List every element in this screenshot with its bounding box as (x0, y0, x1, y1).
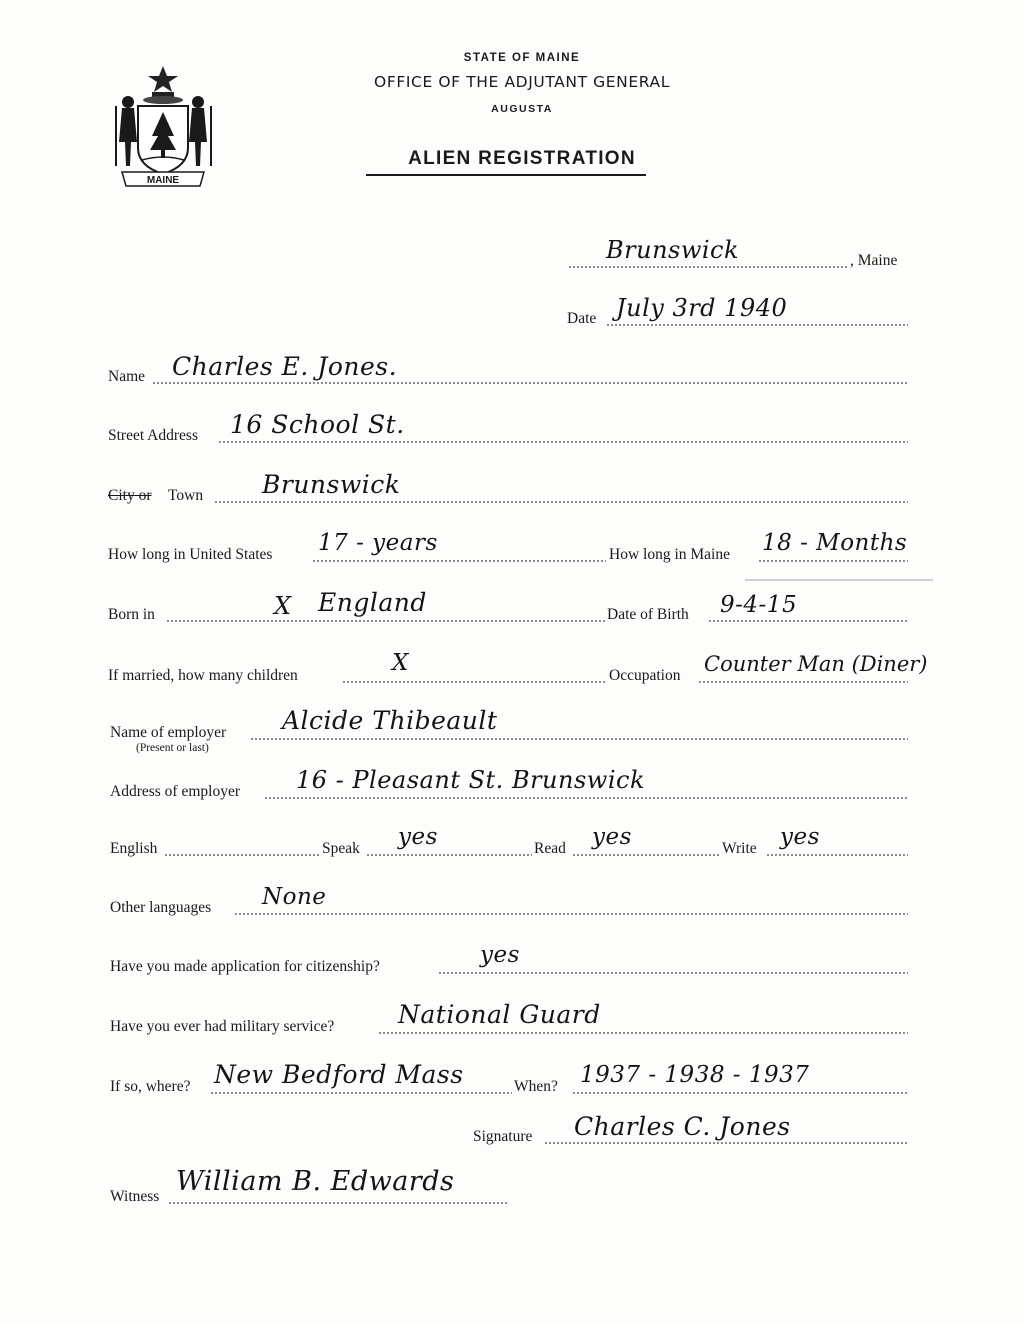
witness-value: William B. Edwards (176, 1166, 455, 1197)
married-dots (342, 681, 606, 683)
how-long-us-label: How long in United States (108, 546, 273, 563)
born-in-label: Born in (108, 606, 155, 623)
speak-label: Speak (322, 840, 360, 857)
where-label: If so, where? (110, 1078, 191, 1095)
where-value: New Bedford Mass (214, 1060, 464, 1089)
witness-dots (168, 1202, 508, 1204)
other-lang-value: None (262, 884, 327, 910)
signature-label: Signature (473, 1128, 533, 1145)
name-label: Name (108, 368, 146, 385)
married-label: If married, how many children (108, 667, 298, 684)
seal-label: MAINE (146, 175, 180, 186)
maine-label: , Maine (850, 252, 898, 269)
how-long-us-dots (312, 560, 606, 562)
citizenship-label: Have you made application for citizenship? (110, 958, 380, 975)
citizenship-dots (438, 972, 908, 974)
how-long-me-dots (758, 560, 908, 562)
employer-addr-label: Address of employer (110, 783, 240, 800)
city-heading: AUGUSTA (491, 103, 553, 115)
write-value: yes (780, 824, 820, 850)
citizenship-value: yes (480, 942, 520, 968)
dob-label: Date of Birth (607, 606, 689, 623)
when-label: When? (514, 1078, 558, 1095)
english-dots (164, 854, 320, 856)
form-title: ALIEN REGISTRATION (408, 148, 636, 169)
how-long-me-label: How long in Maine (609, 546, 730, 563)
read-label: Read (534, 840, 566, 857)
other-lang-dots (234, 913, 908, 915)
office-heading: OFFICE OF THE ADJUTANT GENERAL (374, 73, 670, 91)
town-label: Town (168, 487, 204, 504)
employer-note: (Present or last) (136, 742, 209, 754)
town-header-dots (568, 266, 848, 268)
street-dots (218, 441, 908, 443)
witness-label: Witness (110, 1188, 160, 1205)
date-label: Date (567, 310, 597, 327)
name-value: Charles E. Jones. (172, 352, 398, 381)
town-dots (214, 501, 908, 503)
occupation-value: Counter Man (Diner) (704, 652, 928, 676)
street-label: Street Address (108, 427, 198, 444)
write-label: Write (722, 840, 757, 857)
write-dots (766, 854, 908, 856)
english-label: English (110, 840, 158, 857)
employer-value: Alcide Thibeault (282, 706, 498, 735)
speak-value: yes (398, 824, 438, 850)
when-value: 1937 - 1938 - 1937 (580, 1062, 810, 1088)
signature-dots (544, 1142, 908, 1144)
read-value: yes (592, 824, 632, 850)
how-long-me-value: 18 - Months (762, 530, 908, 556)
dob-dots (708, 620, 908, 622)
speak-dots (366, 854, 532, 856)
employer-addr-dots (264, 797, 908, 799)
children-value: X (392, 650, 409, 676)
born-in-dots (166, 620, 606, 622)
employer-addr-value: 16 - Pleasant St. Brunswick (296, 766, 645, 794)
read-dots (572, 854, 720, 856)
where-dots (210, 1092, 512, 1094)
title-underline (366, 174, 646, 176)
born-in-mark: X (274, 592, 292, 620)
date-value: July 3rd 1940 (616, 294, 788, 322)
other-lang-label: Other languages (110, 899, 212, 916)
occupation-label: Occupation (609, 667, 681, 684)
signature-value: Charles C. Jones (574, 1112, 791, 1141)
state-heading: STATE OF MAINE (463, 52, 581, 64)
military-value: National Guard (398, 1000, 601, 1029)
name-dots (152, 382, 908, 384)
military-label: Have you ever had military service? (110, 1018, 335, 1035)
born-in-value: England (318, 588, 427, 617)
occupation-dots (698, 681, 908, 683)
dob-value: 9-4-15 (720, 592, 798, 618)
date-dots (606, 324, 908, 326)
street-value: 16 School St. (230, 410, 405, 439)
city-or-label: City or (108, 487, 152, 504)
employer-label: Name of employer (110, 724, 227, 741)
town-header-value: Brunswick (606, 236, 740, 264)
how-long-us-value: 17 - years (318, 530, 438, 556)
stray-mark (745, 579, 933, 581)
town-value: Brunswick (262, 470, 401, 499)
military-dots (378, 1032, 908, 1034)
employer-dots (250, 738, 908, 740)
when-dots (572, 1092, 908, 1094)
